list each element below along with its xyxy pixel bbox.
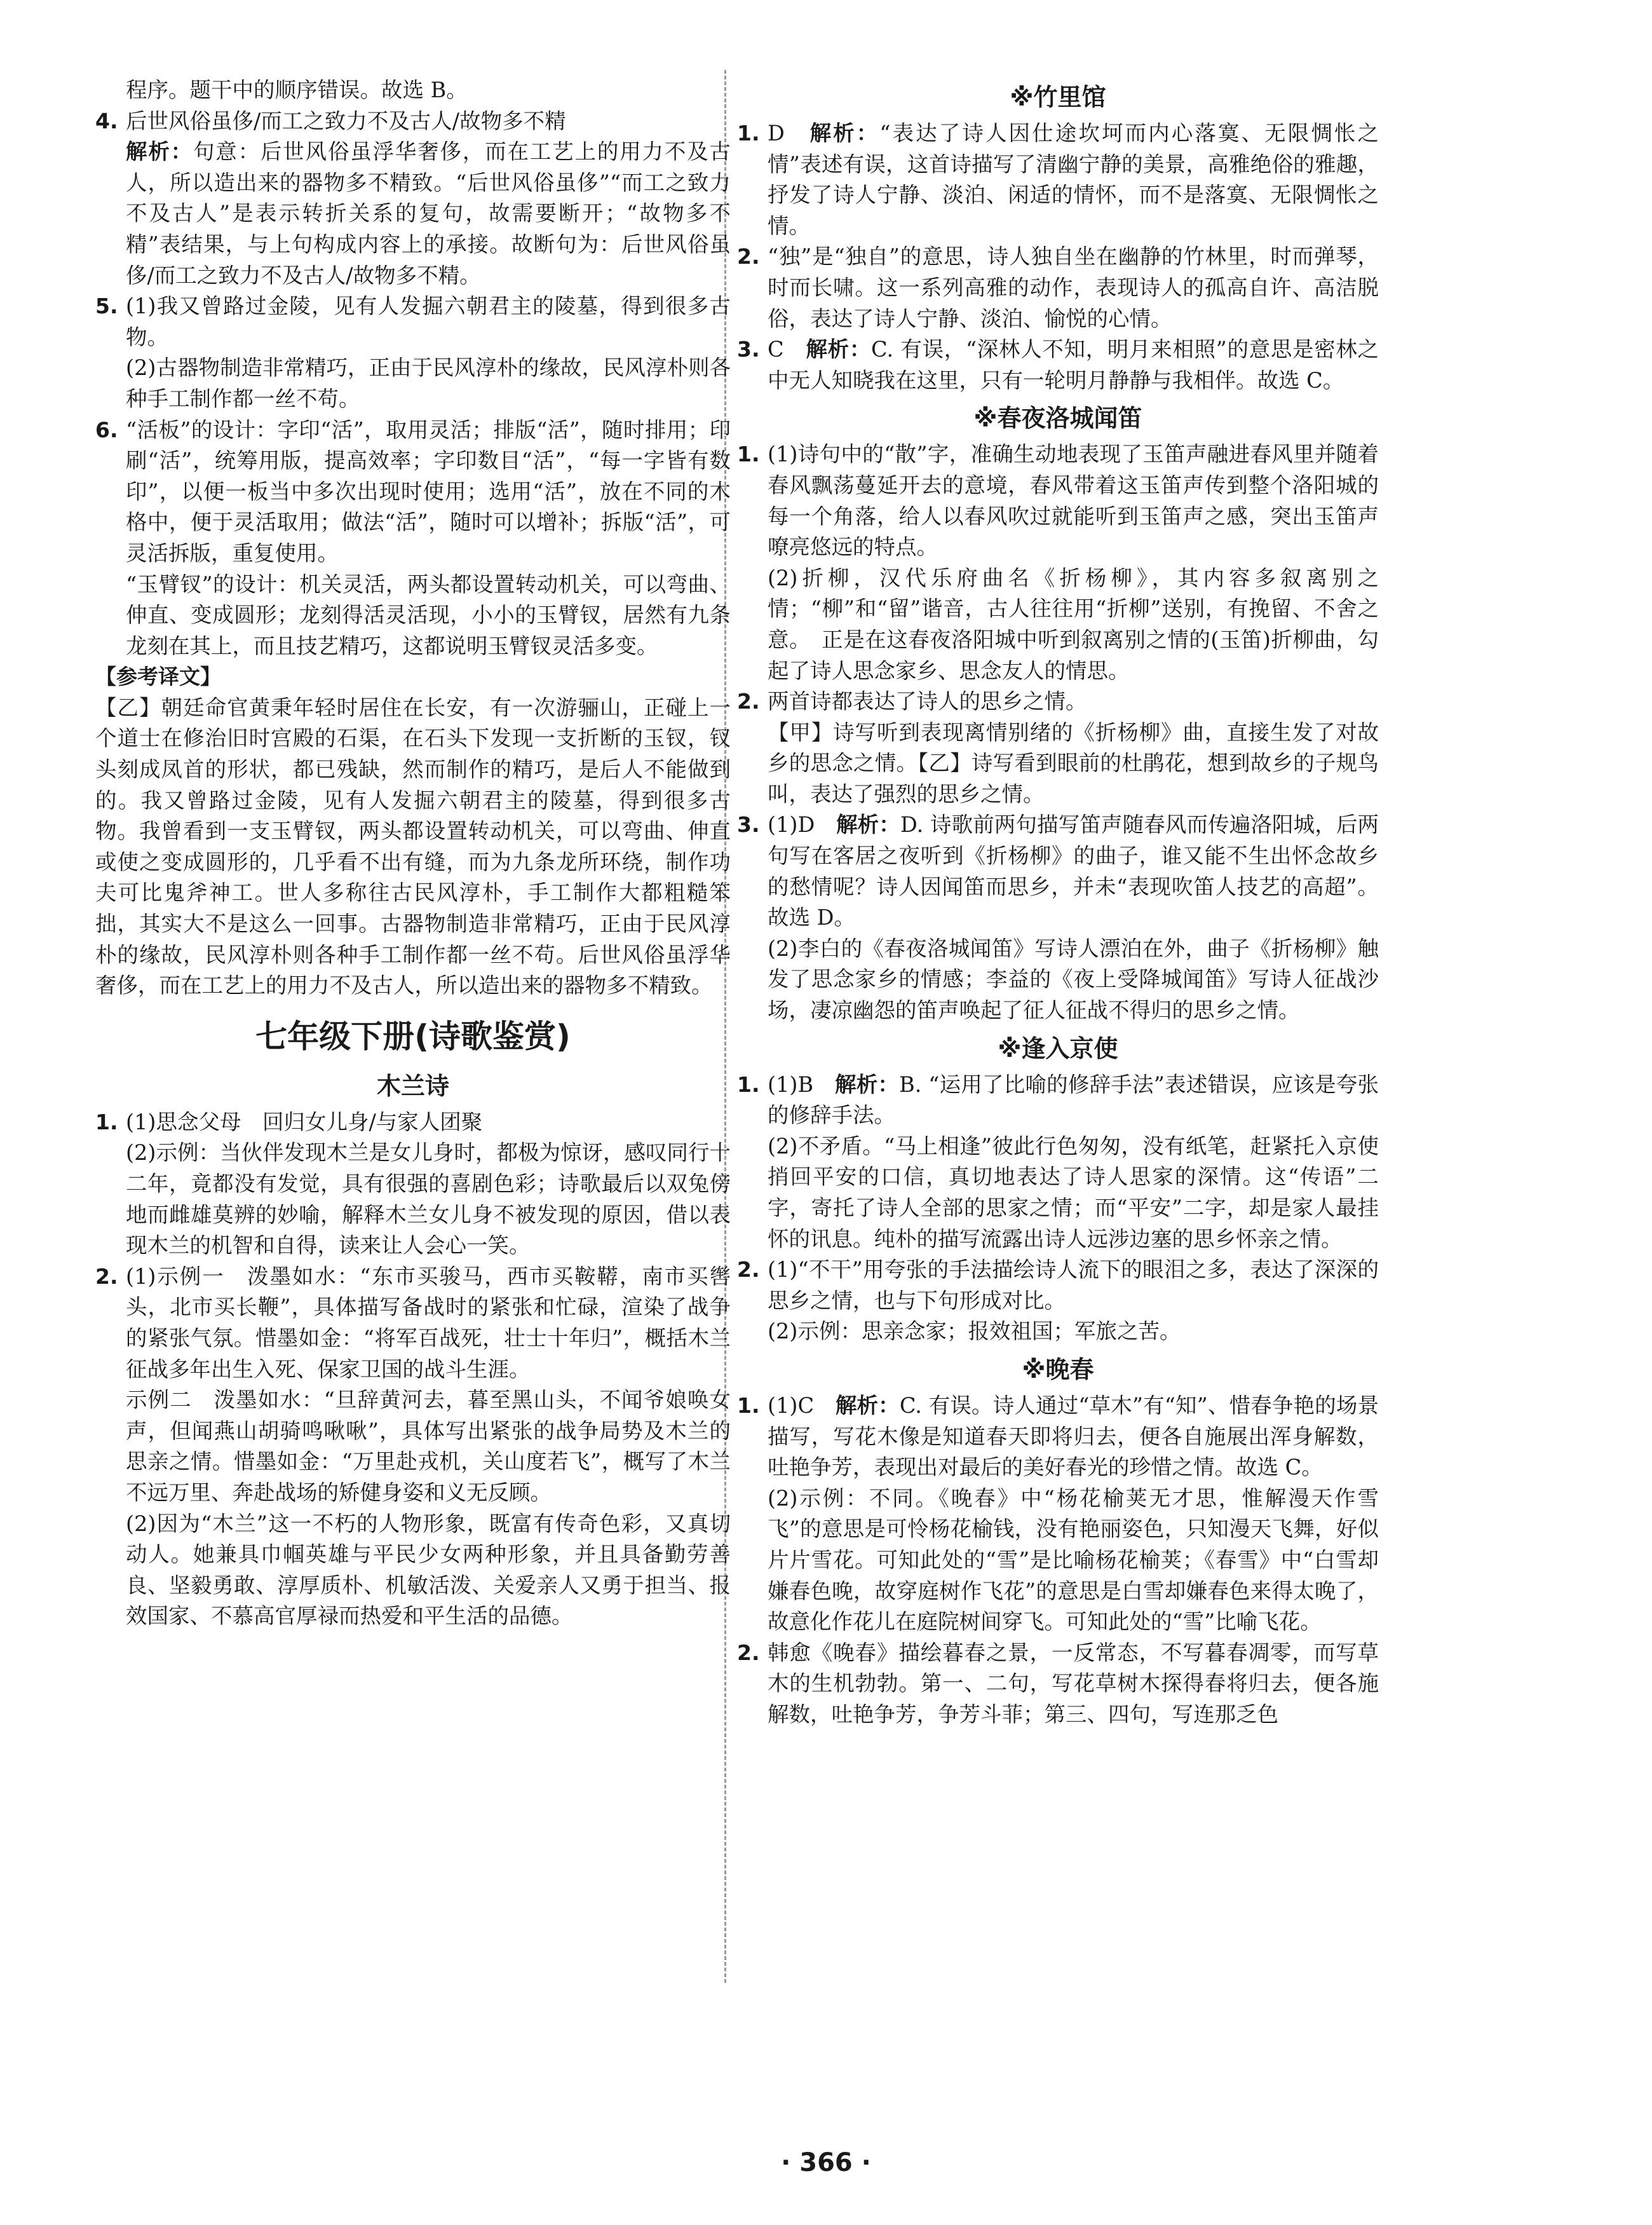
question-number: 1.	[737, 121, 760, 146]
answer: (1)示例一 泼墨如水：“东市买骏马，西市买鞍鞯，南市买辔头，北市买长鞭”，具体描写备战时的紧张和忙碌，渲染了战争的紧张气氛。惜墨如金：“将军百战死，壮士十年归”，概括木兰征战多年出生入死、保家卫国的战斗生涯。	[126, 1263, 731, 1382]
answer: (2)李白的《春夜洛城闻笛》写诗人漂泊在外，曲子《折杨柳》触发了思念家乡的情感；李益的《夜上受降城闻笛》写诗人征战沙场，凄凉幽怨的笛声唤起了征人征战不得归的思乡之情。	[768, 936, 1379, 1023]
answer: (1)诗句中的“散”字，准确生动地表现了玉笛声融进春风里并随着春风飘荡蔓延开去的意境，春风带着这玉笛声传到整个洛阳城的每一个角落，给人以春风吹过就能听到玉笛声之感，突出玉笛声嘹亮悠远的特点。	[768, 442, 1379, 560]
answer: 【甲】诗写听到表现离情别绪的《折杨柳》曲，直接生发了对故乡的思念之情。【乙】诗写看到眼前的杜鹃花，想到故乡的子规鸟叫，表达了强烈的思乡之情。	[768, 719, 1379, 806]
answer	[768, 118, 1379, 242]
answer: “玉臂钗”的设计：机关灵活，两头都设置转动机关，可以弯曲、伸直、变成圆形；龙刻得活灵活现，小小的玉臂钗，居然有九条龙刻在其上，而且技艺精巧，这都说明玉臂钗灵活多变。	[126, 571, 731, 658]
answer-choice: (1)D	[768, 812, 837, 838]
poem-title: ※竹里馆	[1010, 83, 1106, 111]
question-number: 5.	[95, 294, 118, 319]
answer: (2)因为“木兰”这一不朽的人物形象，既富有传奇色彩，又真切动人。她兼具巾帼英雄与平民少女两种形象，并且具备勤劳善良、坚毅勇敢、淳厚质朴、机敏活泼、关爱亲人又勇于担当、报效国家、不慕高官厚禄而热爱和平生活的品德。	[126, 1511, 731, 1629]
question-number: 2.	[737, 1257, 760, 1283]
answer: (1)“不干”用夸张的手法描绘诗人流下的眼泪之多，表达了深深的思乡之情，也与下句形成对比。	[768, 1257, 1379, 1313]
question-4	[95, 106, 731, 292]
question-number: 3.	[737, 812, 760, 838]
section-title: 七年级下册(诗歌鉴赏)	[255, 1017, 571, 1055]
question-1	[737, 1391, 1379, 1638]
answer-choice: (1)C	[768, 1392, 836, 1418]
question-number: 1.	[737, 1072, 760, 1097]
answer-choice: C	[768, 337, 784, 362]
question-number: 1.	[737, 1392, 760, 1418]
explanation-text: D. 诗歌前两句描写笛声随春风而传遍洛阳城，后两句写在客居之夜听到《折杨柳》的曲子，谁又能不生出怀念故乡的愁情呢？诗人因闻笛而思乡，并未“表现吹笛人技艺的高超”。故选 D。	[768, 812, 1379, 930]
question-number: 2.	[95, 1263, 118, 1289]
answer-choice: (1)B	[768, 1072, 835, 1097]
answer: 示例二 泼墨如水：“旦辞黄河去，暮至黑山头，不闻爷娘唤女声，但闻燕山胡骑鸣啾啾”，具体写出紧张的战争局势及木兰的思亲之情。惜墨如金：“万里赴戎机，关山度若飞”，概写了木兰不远万里、奔赴战场的矫健身姿和义无反顾。	[126, 1387, 731, 1505]
question-2	[737, 242, 1379, 334]
question-5	[95, 291, 731, 414]
page-number: · 366 ·	[781, 2148, 871, 2177]
answer: 后世风俗虽侈/而工之致力不及古人/故物多不精	[126, 108, 566, 133]
reference-translation: 【乙】朝廷命官黄秉年轻时居住在长安，有一次游骊山，正碰上一个道士在修治旧时宫殿的石渠，在石头下发现一支折断的玉钗，钗头刻成凤首的形状，都已残缺，然而制作的精巧，是后人不能做到的。我又曾路过金陵，见有人发掘六朝君主的陵墓，得到很多古物。我曾看到一支玉臂钗，两头都设置转动机关，可以弯曲、伸直或使之变成圆形的，几乎看不出有缝，而为九条龙所环绕，制作功夫可比鬼斧神工。世人多称往古民风淳朴，手工制作大都粗糙笨拙，其实大不是这么一回事。古器物制造非常精巧，正由于民风淳朴的缘故，民风淳朴则各种手工制作都一丝不苟。后世风俗虽浮华奢侈，而在工艺上的用力不及古人，所以造出来的器物多不精致。	[95, 695, 731, 998]
answer: (2)古器物制造非常精巧，正由于民风淳朴的缘故，民风淳朴则各种手工制作都一丝不苟。	[126, 355, 731, 411]
paragraph: 程序。题干中的顺序错误。故选 B。	[126, 78, 468, 102]
answer-choice: D	[768, 121, 785, 146]
explanation-text: B. “运用了比喻的修辞手法”表述错误，应该是夸张的修辞手法。	[768, 1072, 1379, 1128]
answer	[768, 1070, 1379, 1131]
answer	[768, 334, 1379, 396]
left-column	[95, 75, 731, 1632]
analysis-label: 解析：	[806, 337, 872, 362]
answer: 韩愈《晚春》描绘暮春之景，一反常态，不写暮春凋零，而写草木的生机勃勃。第一、二句，写花草树木探得春将归去，便各施解数，吐艳争芳，争芳斗菲；第三、四句，写连那乏色	[768, 1640, 1379, 1727]
question-number: 2.	[737, 244, 760, 269]
answer: (1)思念父母 回归女儿身/与家人团聚	[126, 1109, 483, 1134]
question-number: 2.	[737, 689, 760, 714]
answer	[768, 1391, 1379, 1483]
analysis-label: 解析：	[835, 1072, 900, 1097]
question-number: 2.	[737, 1640, 760, 1665]
answer: 两首诗都表达了诗人的思乡之情。	[768, 689, 1087, 714]
question-2	[95, 1262, 731, 1632]
right-column	[737, 75, 1379, 1731]
answer: “活板”的设计：字印“活”，取用灵活；排版“活”，随时排用；印刷“活”，统筹用版，提高效率；字印数目“活”，“每一字皆有数印”，以便一板当中多次出现时使用；选用“活”，放在不同的木格中，便于灵活取用；做法“活”，随时可以增补；拆版“活”，可灵活拆版，重复使用。	[126, 417, 731, 566]
question-2	[737, 1638, 1379, 1731]
answer: (2)示例：思亲念家；报效祖国；军旅之苦。	[768, 1319, 1181, 1344]
answer: (2)示例：不同。《晚春》中“杨花榆荚无才思，惟解漫天作雪飞”的意思是可怜杨花榆钱，没有艳丽姿色，只知漫天飞舞，好似片片雪花。可知此处的“雪”是比喻杨花榆荚；《春雪》中“白雪却嫌春色晚，故穿庭树作飞花”的意思是白雪却嫌春色来得太晚了，故意化作花儿在庭院树间穿飞。可知此处的“雪”比喻飞花。	[768, 1485, 1379, 1635]
question-number: 1.	[737, 442, 760, 467]
poem-title: 木兰诗	[376, 1072, 449, 1100]
question-3	[737, 334, 1379, 396]
explanation-text: C. 有误。诗人通过“草木”有“知”、惜春争艳的场景描写，写花木像是知道春天即将归去，便各自施展出浑身解数，吐艳争芳，表现出对最后的美好春光的珍惜之情。故选 C。	[768, 1392, 1379, 1480]
answer: (2)折柳，汉代乐府曲名《折杨柳》，其内容多叙离别之情；“柳”和“留”谐音，古人往往用“折柳”送别，有挽留、不舍之意。 正是在这春夜洛阳城中听到叙离别之情的(玉笛)折柳曲，勾起了诗人思念家乡、思念友人的情思。	[768, 565, 1379, 683]
explanation-text: C. 有误，“深林人不知，明月来相照”的意思是密林之中无人知晓我在这里，只有一轮明月静静与我相伴。故选 C。	[768, 337, 1379, 393]
reference-translation-heading: 【参考译文】	[95, 664, 221, 690]
analysis-label: 解析：	[126, 139, 193, 165]
analysis-label: 解析：	[835, 1392, 900, 1418]
answer: (2)示例：当伙伴发现木兰是女儿身时，都极为惊讶，感叹同行十二年，竟都没有发觉，具有很强的喜剧色彩；诗歌最后以双兔傍地而雌雄莫辨的妙喻，解释木兰女儿身不被发现的原因，借以表现木兰的机智和自得，读来让人会心一笑。	[126, 1140, 731, 1258]
question-2	[737, 1255, 1379, 1347]
poem-title: ※逢入京使	[998, 1034, 1118, 1063]
analysis-label: 解析：	[836, 812, 900, 838]
question-number: 6.	[95, 417, 118, 442]
poem-title: ※晚春	[1022, 1355, 1094, 1384]
question-1	[737, 118, 1379, 242]
question-number: 4.	[95, 108, 118, 133]
explanation	[126, 137, 731, 291]
question-2	[737, 686, 1379, 810]
explanation-text: 句意：后世风俗虽浮华奢侈，而在工艺上的用力不及古人，所以造出来的器物多不精致。“后世风俗虽侈”“而工之致力不及古人”是表示转折关系的复句，故需要断开；“故物多不精”表结果，与上句构成内容上的承接。故断句为：后世风俗虽侈/而工之致力不及古人/故物多不精。	[126, 139, 731, 288]
answer: (2)不矛盾。“马上相逢”彼此行色匆匆，没有纸笔，赶紧托入京使捎回平安的口信，真切地表达了诗人思家的深情。这“传语”二字，寄托了诗人全部的思家之情；而“平安”二字，却是家人最挂怀的讯息。纯朴的描写流露出诗人远涉边塞的思乡怀亲之情。	[768, 1133, 1379, 1251]
poem-title: ※春夜洛城闻笛	[973, 404, 1142, 433]
page-number-value: 366	[799, 2148, 853, 2177]
answer	[768, 810, 1379, 933]
question-1	[737, 439, 1379, 686]
question-6	[95, 415, 731, 662]
question-3	[737, 810, 1379, 1026]
answer: “独”是“独自”的意思，诗人独自坐在幽静的竹林里，时而弹琴，时而长啸。这一系列高雅的动作，表现诗人的孤高自许、高洁脱俗，表达了诗人宁静、淡泊、愉悦的心情。	[768, 244, 1379, 331]
question-1	[95, 1107, 731, 1262]
explanation-text: “表达了诗人因仕途坎坷而内心落寞、无限惆怅之情”表述有误，这首诗描写了清幽宁静的美景，高雅绝俗的雅趣，抒发了诗人宁静、淡泊、闲适的情怀，而不是落寞、无限惆怅之情。	[768, 121, 1379, 238]
analysis-label: 解析：	[809, 121, 880, 146]
question-1	[737, 1070, 1379, 1255]
answer: (1)我又曾路过金陵，见有人发掘六朝君主的陵墓，得到很多古物。	[126, 294, 731, 350]
question-number: 1.	[95, 1109, 118, 1134]
question-number: 3.	[737, 337, 760, 362]
